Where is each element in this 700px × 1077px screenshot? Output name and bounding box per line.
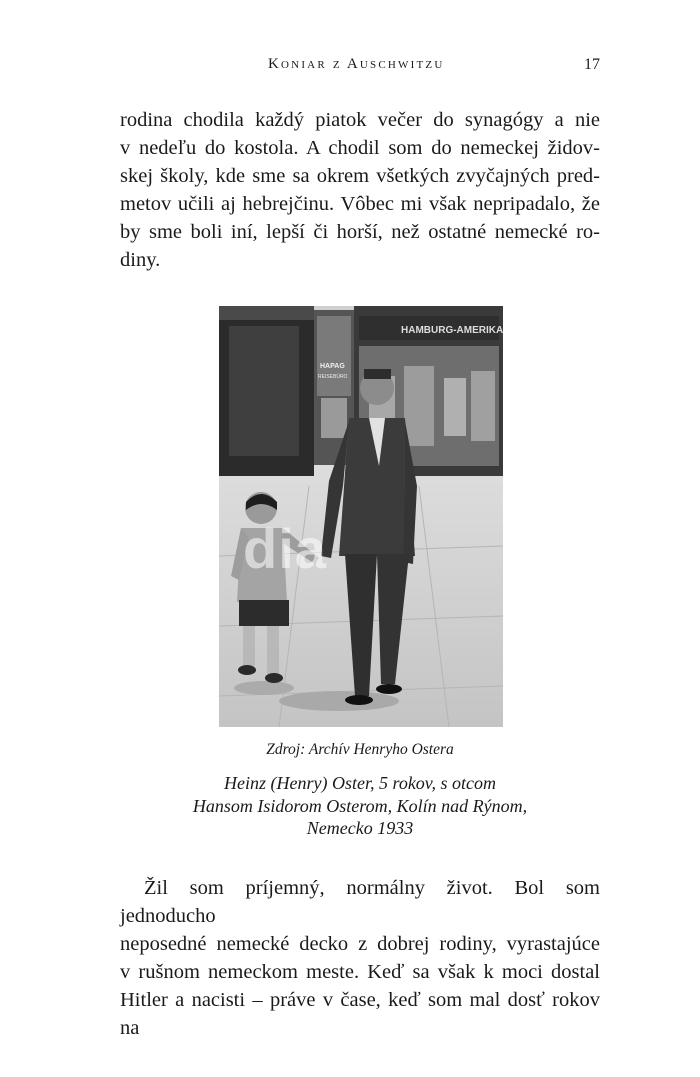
text-line: diny. (120, 249, 161, 271)
paragraph-2 (120, 874, 600, 1042)
text-line: Žil som príjemný, normálny život. Bol som jednoducho (120, 877, 600, 927)
sign-hamburg: HAMBURG-AMERIKA (401, 325, 503, 336)
sign-reiseburo: REISEBÜRO (318, 374, 348, 380)
photo-credit: Zdroj: Archív Henryho Ostera (266, 741, 454, 758)
caption-line: Nemecko 1933 (306, 818, 414, 838)
text-line: v nedeľu do kostola. A chodil som do nemeckej židov- (120, 137, 600, 159)
text-line: neposedné nemecké decko z dobrej rodiny, vyrastajúce (120, 933, 600, 955)
page-header (120, 56, 600, 78)
text-line: metov učili aj hebrejčinu. Vôbec mi však nepripadalo, že (120, 193, 600, 215)
text-line: by sme boli iní, lepší či horší, než ostatné nemecké ro- (120, 221, 600, 243)
paragraph-1 (120, 106, 600, 274)
caption-line: Heinz (Henry) Oster, 5 rokov, s otcom (224, 773, 496, 793)
running-title: Koniar z Auschwitzu (268, 56, 445, 72)
text-line: v rušnom nemeckom meste. Keď sa však k moci dostal (120, 961, 600, 983)
photo-caption (120, 772, 600, 840)
text-line: rodina chodila každý piatok večer do synagógy a nie (120, 109, 600, 131)
text-line: Hitler a nacisti – práve v čase, keď som mal dosť rokov na (120, 989, 600, 1039)
caption-line: Hansom Isidorom Osterom, Kolín nad Rýnom, (192, 795, 528, 816)
photo-watermark: dia (243, 517, 327, 580)
historical-photo (219, 306, 503, 727)
sign-hapag: HAPAG (320, 363, 345, 370)
page-number: 17 (584, 56, 600, 73)
text-line: skej školy, kde sme sa okrem všetkých zvyčajných pred- (120, 165, 600, 187)
